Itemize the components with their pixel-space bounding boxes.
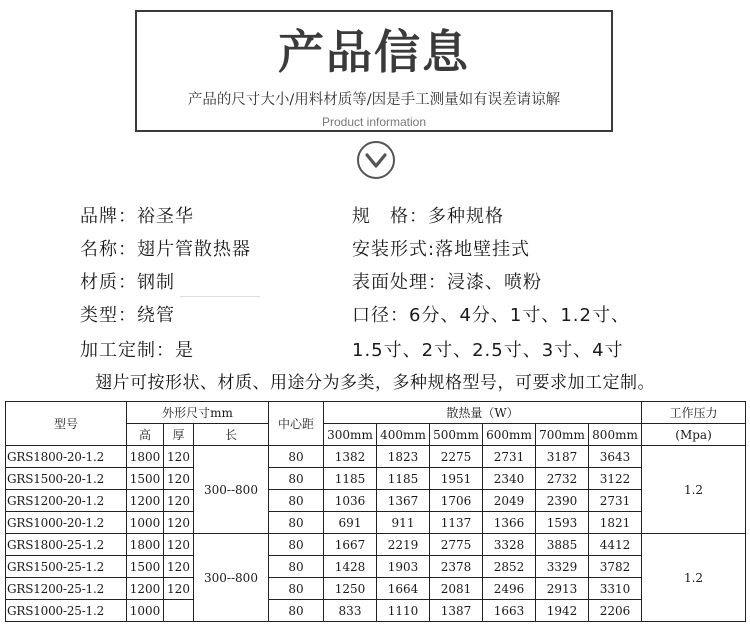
page-subtitle: 产品的尺寸大小/用料材质等/因是手工测量如有误差请谅解 bbox=[187, 92, 561, 108]
table-row bbox=[6, 446, 746, 468]
heat-cell: 1951 bbox=[430, 468, 483, 490]
center-cell: 80 bbox=[269, 534, 324, 556]
pressure-cell: 1.2 bbox=[642, 534, 746, 622]
table-row bbox=[6, 468, 746, 490]
heat-cell: 2731 bbox=[589, 490, 642, 512]
center-cell: 80 bbox=[269, 512, 324, 534]
divider bbox=[180, 296, 260, 297]
center-cell: 80 bbox=[269, 578, 324, 600]
heat-cell: 1185 bbox=[324, 468, 377, 490]
model-cell: GRS1500-25-1.2 bbox=[6, 556, 127, 578]
height-cell: 1800 bbox=[127, 534, 164, 556]
thickness-cell: 120 bbox=[164, 468, 194, 490]
heat-cell: 2340 bbox=[483, 468, 536, 490]
header-center-distance: 中心距 bbox=[269, 402, 324, 446]
heat-cell: 2275 bbox=[430, 446, 483, 468]
heat-cell: 4412 bbox=[589, 534, 642, 556]
header-heat-300: 300mm bbox=[324, 424, 377, 446]
height-cell: 1800 bbox=[127, 446, 164, 468]
heat-cell: 3643 bbox=[589, 446, 642, 468]
spec-brand: 品牌：裕圣华 bbox=[80, 206, 194, 227]
model-cell: GRS1200-20-1.2 bbox=[6, 490, 127, 512]
thickness-cell: 120 bbox=[164, 534, 194, 556]
length-cell: 300--800 bbox=[194, 534, 269, 622]
heat-cell: 1667 bbox=[324, 534, 377, 556]
heat-cell: 691 bbox=[324, 512, 377, 534]
heat-cell: 1663 bbox=[483, 600, 536, 622]
heat-cell: 2206 bbox=[589, 600, 642, 622]
heat-cell: 2081 bbox=[430, 578, 483, 600]
heat-cell: 1250 bbox=[324, 578, 377, 600]
heat-cell: 3122 bbox=[589, 468, 642, 490]
heat-cell: 2378 bbox=[430, 556, 483, 578]
header-pressure: 工作压力 bbox=[642, 402, 746, 424]
heat-cell: 3328 bbox=[483, 534, 536, 556]
header-outer-size: 外形尺寸mm bbox=[127, 402, 269, 424]
header-heat-800: 800mm bbox=[589, 424, 642, 446]
heat-cell: 1664 bbox=[377, 578, 430, 600]
thickness-cell: 120 bbox=[164, 578, 194, 600]
heat-cell: 2390 bbox=[536, 490, 589, 512]
height-cell: 1000 bbox=[127, 600, 164, 622]
model-cell: GRS1500-20-1.2 bbox=[6, 468, 127, 490]
heat-cell: 2775 bbox=[430, 534, 483, 556]
table-row bbox=[6, 512, 746, 534]
heat-cell: 1382 bbox=[324, 446, 377, 468]
table-header-row bbox=[6, 402, 746, 424]
heat-cell: 3310 bbox=[589, 578, 642, 600]
heat-cell: 1110 bbox=[377, 600, 430, 622]
heat-cell: 2913 bbox=[536, 578, 589, 600]
height-cell: 1000 bbox=[127, 512, 164, 534]
height-cell: 1200 bbox=[127, 490, 164, 512]
heat-cell: 1036 bbox=[324, 490, 377, 512]
header-heat-600: 600mm bbox=[483, 424, 536, 446]
heat-cell: 1428 bbox=[324, 556, 377, 578]
spec-caliber: 口径：6分、4分、1寸、1.2寸、 bbox=[352, 305, 630, 326]
spec-install: 安装形式:落地壁挂式 bbox=[352, 239, 531, 260]
spec-type: 类型：绕管 bbox=[80, 305, 175, 326]
header-heat-500: 500mm bbox=[430, 424, 483, 446]
table-row bbox=[6, 556, 746, 578]
thickness-cell bbox=[164, 600, 194, 622]
model-cell: GRS1200-25-1.2 bbox=[6, 578, 127, 600]
heat-cell: 833 bbox=[324, 600, 377, 622]
table-row bbox=[6, 578, 746, 600]
heat-cell: 1706 bbox=[430, 490, 483, 512]
heat-cell: 1366 bbox=[483, 512, 536, 534]
header-height: 高 bbox=[127, 424, 164, 446]
height-cell: 1500 bbox=[127, 556, 164, 578]
header-heat-output: 散热量（W） bbox=[324, 402, 642, 424]
table-row bbox=[6, 600, 746, 622]
model-cell: GRS1800-20-1.2 bbox=[6, 446, 127, 468]
height-cell: 1200 bbox=[127, 578, 164, 600]
heat-cell: 3782 bbox=[589, 556, 642, 578]
heat-cell: 911 bbox=[377, 512, 430, 534]
model-cell: GRS1800-25-1.2 bbox=[6, 534, 127, 556]
heat-cell: 2049 bbox=[483, 490, 536, 512]
heat-cell: 2731 bbox=[483, 446, 536, 468]
table-row bbox=[6, 490, 746, 512]
model-cell: GRS1000-20-1.2 bbox=[6, 512, 127, 534]
heat-cell: 2219 bbox=[377, 534, 430, 556]
height-cell: 1500 bbox=[127, 468, 164, 490]
thickness-cell: 120 bbox=[164, 446, 194, 468]
page-title: 产品信息 bbox=[137, 16, 611, 82]
thickness-cell: 120 bbox=[164, 512, 194, 534]
heat-cell: 1593 bbox=[536, 512, 589, 534]
header-thickness: 厚 bbox=[164, 424, 194, 446]
spec-surface: 表面处理：浸漆、喷粉 bbox=[352, 272, 542, 293]
spec-material: 材质：钢制 bbox=[80, 272, 175, 293]
heat-cell: 1903 bbox=[377, 556, 430, 578]
heat-cell: 2496 bbox=[483, 578, 536, 600]
center-cell: 80 bbox=[269, 556, 324, 578]
length-cell: 300--800 bbox=[194, 446, 269, 534]
heat-cell: 3885 bbox=[536, 534, 589, 556]
center-cell: 80 bbox=[269, 490, 324, 512]
center-cell: 80 bbox=[269, 468, 324, 490]
table-row bbox=[6, 534, 746, 556]
header-heat-400: 400mm bbox=[377, 424, 430, 446]
customization-note: 翅片可按形状、材质、用途分为多类，多种规格型号，可要求加工定制。 bbox=[95, 373, 655, 393]
page-subtitle-en: Product information bbox=[321, 115, 427, 129]
center-cell: 80 bbox=[269, 446, 324, 468]
heat-cell: 1137 bbox=[430, 512, 483, 534]
chevron-down-circle-icon bbox=[356, 140, 396, 180]
header-model: 型号 bbox=[6, 402, 127, 446]
heat-cell: 3329 bbox=[536, 556, 589, 578]
product-info-header bbox=[135, 10, 613, 132]
header-pressure-unit: (Mpa) bbox=[642, 424, 746, 446]
heat-cell: 1367 bbox=[377, 490, 430, 512]
header-length: 长 bbox=[194, 424, 269, 446]
pressure-cell: 1.2 bbox=[642, 446, 746, 534]
heat-cell: 2732 bbox=[536, 468, 589, 490]
spec-custom: 加工定制：是 bbox=[80, 340, 194, 361]
model-cell: GRS1000-25-1.2 bbox=[6, 600, 127, 622]
heat-cell: 1185 bbox=[377, 468, 430, 490]
header-heat-700: 700mm bbox=[536, 424, 589, 446]
thickness-cell: 120 bbox=[164, 556, 194, 578]
spec-name: 名称：翅片管散热器 bbox=[80, 239, 251, 260]
heat-cell: 3187 bbox=[536, 446, 589, 468]
spec-caliber-cont: 1.5寸、2寸、2.5寸、3寸、4寸 bbox=[352, 340, 624, 361]
heat-cell: 2852 bbox=[483, 556, 536, 578]
center-cell: 80 bbox=[269, 600, 324, 622]
spec-spec: 规 格：多种规格 bbox=[352, 206, 504, 227]
heat-cell: 1821 bbox=[589, 512, 642, 534]
heat-cell: 1823 bbox=[377, 446, 430, 468]
heat-cell: 1387 bbox=[430, 600, 483, 622]
spec-table bbox=[5, 401, 746, 622]
thickness-cell: 120 bbox=[164, 490, 194, 512]
heat-cell: 1942 bbox=[536, 600, 589, 622]
